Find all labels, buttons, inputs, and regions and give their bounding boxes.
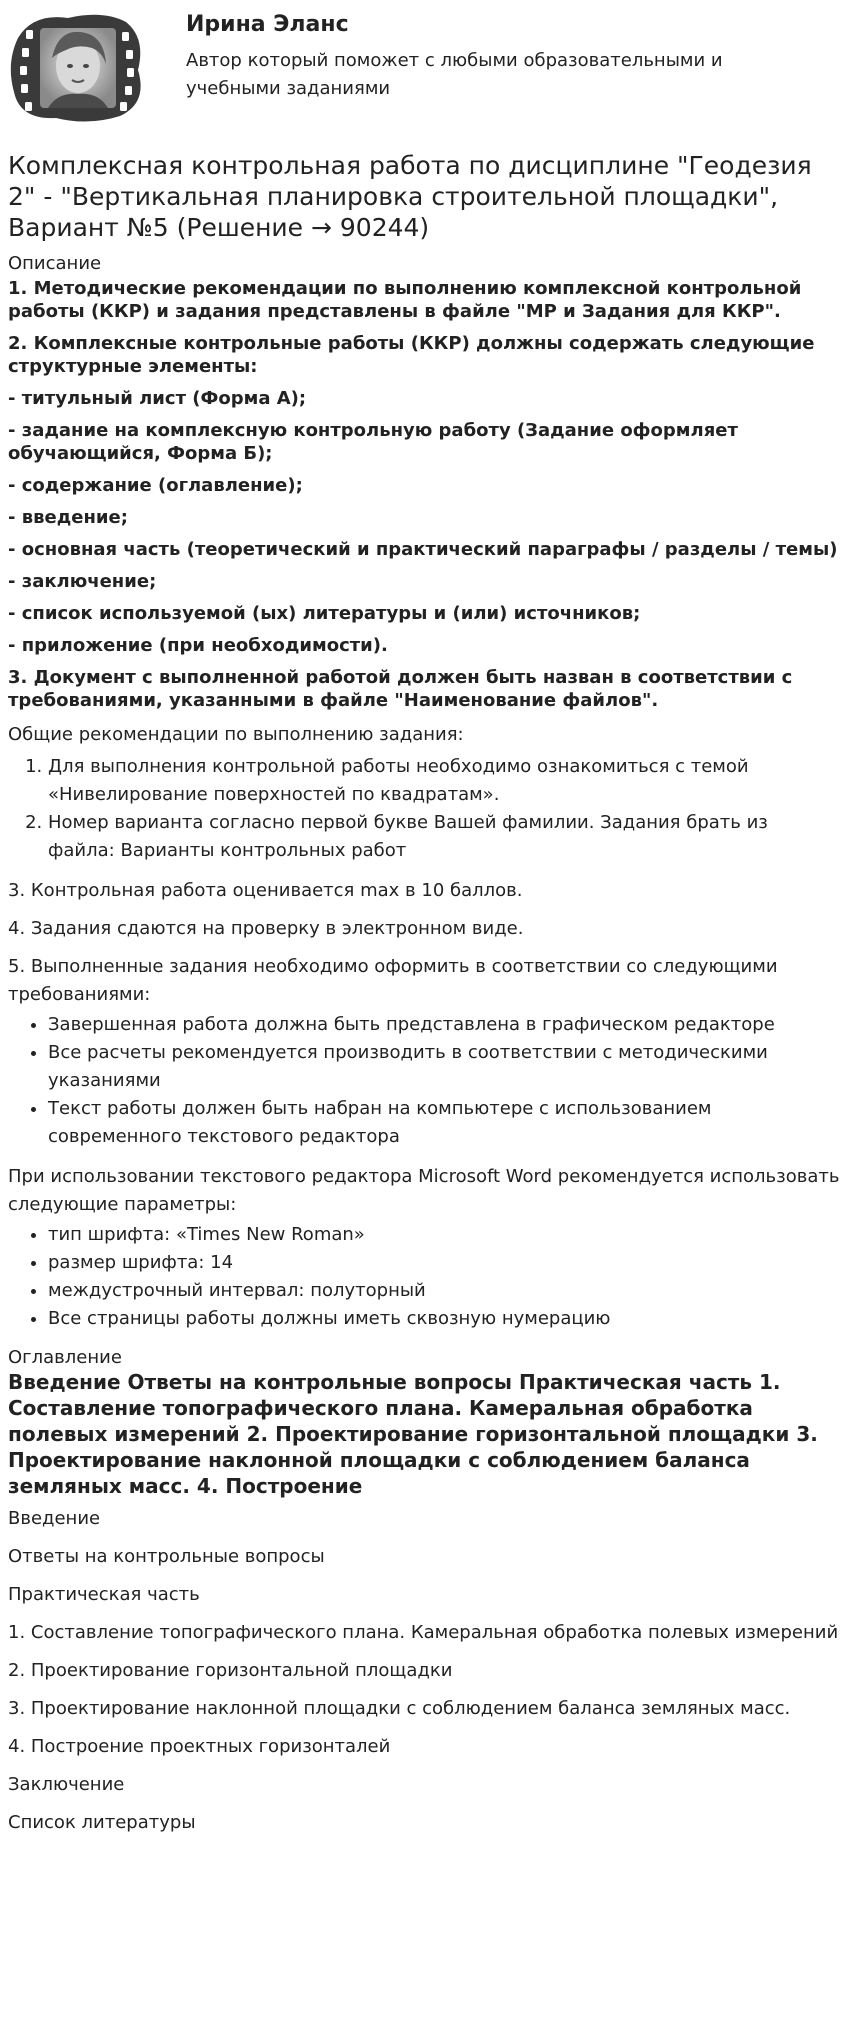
point-4: 4. Задания сдаются на проверку в электронном виде. bbox=[8, 918, 524, 939]
page bbox=[8, 0, 840, 1847]
description-paragraph: 2. Комплексные контрольные работы (ККР) должны содержать следующие структурные элементы: bbox=[8, 333, 815, 377]
toc-summary: Введение Ответы на контрольные вопросы Практическая часть 1. Составление топографического плана. Камеральная обработка полевых измерений 2. Проектирование горизонтальной площадки 3. Проектирование наклонной площадки с соблюдением баланса земляных масс. 4. Построение bbox=[8, 1370, 818, 1498]
list-item: • Все расчеты рекомендуется производить в соответствии с методическими указаниями bbox=[48, 1039, 840, 1095]
description-paragraph: - основная часть (теоретический и практический параграфы / разделы / темы) bbox=[8, 539, 838, 560]
page-title: Комплексная контрольная работа по дисциплине "Геодезия 2" - "Вертикальная планировка строительной площадки", Вариант №5 (Решение → 90244) bbox=[8, 151, 812, 242]
avatar-film-frame-icon bbox=[8, 8, 148, 126]
toc-item: Введение bbox=[8, 1508, 101, 1529]
description-label: Описание bbox=[8, 253, 102, 274]
toc-label: Оглавление bbox=[8, 1347, 122, 1368]
list-item: 1. Для выполнения контрольной работы необходимо ознакомиться с темой «Нивелирование поверхностей по квадратам». bbox=[48, 753, 840, 809]
general-recommendations-list bbox=[8, 753, 840, 865]
requirements-list bbox=[8, 1011, 840, 1151]
description-paragraph: - титульный лист (Форма А); bbox=[8, 388, 307, 409]
point-5: 5. Выполненные задания необходимо оформить в соответствии со следующими требованиями: bbox=[8, 956, 778, 1005]
toc-item: Список литературы bbox=[8, 1812, 196, 1833]
toc-item: 3. Проектирование наклонной площадки с соблюдением баланса земляных масс. bbox=[8, 1698, 791, 1719]
point-3: 3. Контрольная работа оценивается max в 10 баллов. bbox=[8, 880, 523, 901]
toc-item: Ответы на контрольные вопросы bbox=[8, 1546, 325, 1567]
list-item: • Все страницы работы должны иметь сквозную нумерацию bbox=[48, 1305, 840, 1333]
word-params-list bbox=[8, 1221, 840, 1333]
toc-item: 4. Построение проектных горизонталей bbox=[8, 1736, 391, 1757]
general-recommendations-label: Общие рекомендации по выполнению задания: bbox=[8, 724, 464, 745]
author-card bbox=[8, 0, 840, 130]
author-description: Автор который поможет с любыми образовательными и учебными заданиями bbox=[186, 50, 723, 99]
description-paragraph: - приложение (при необходимости). bbox=[8, 635, 388, 656]
list-item: 2. Номер варианта согласно первой букве Вашей фамилии. Задания брать из файла: Варианты контрольных работ bbox=[48, 809, 840, 865]
list-item: • тип шрифта: «Times New Roman» bbox=[48, 1221, 840, 1249]
description-paragraph: 3. Документ с выполненной работой должен быть назван в соответствии с требованиями, указанными в файле "Наименование файлов". bbox=[8, 667, 793, 711]
description-paragraph: - введение; bbox=[8, 507, 128, 528]
toc-item: 2. Проектирование горизонтальной площадки bbox=[8, 1660, 453, 1681]
toc-list bbox=[8, 1505, 840, 1837]
description-body bbox=[8, 277, 840, 712]
list-item: • Текст работы должен быть набран на компьютере с использованием современного текстового редактора bbox=[48, 1095, 840, 1151]
list-item: • междустрочный интервал: полуторный bbox=[48, 1277, 840, 1305]
toc-item: Заключение bbox=[8, 1774, 125, 1795]
description-paragraph: - содержание (оглавление); bbox=[8, 475, 303, 496]
description-paragraph: - список используемой (ых) литературы и (или) источников; bbox=[8, 603, 641, 624]
description-paragraph: - задание на комплексную контрольную работу (Задание оформляет обучающийся, Форма Б); bbox=[8, 420, 738, 464]
word-params-intro: При использовании текстового редактора Microsoft Word рекомендуется использовать следующие параметры: bbox=[8, 1166, 840, 1215]
toc-item: Практическая часть bbox=[8, 1584, 200, 1605]
list-item: • размер шрифта: 14 bbox=[48, 1249, 840, 1277]
description-paragraph: 1. Методические рекомендации по выполнению комплексной контрольной работы (ККР) и задания представлены в файле "МР и Задания для ККР". bbox=[8, 278, 802, 322]
description-paragraph: - заключение; bbox=[8, 571, 157, 592]
avatar[interactable] bbox=[8, 8, 148, 126]
author-name[interactable]: Ирина Эланс bbox=[186, 12, 349, 37]
toc-item: 1. Составление топографического плана. Камеральная обработка полевых измерений bbox=[8, 1622, 839, 1643]
list-item: • Завершенная работа должна быть представлена в графическом редакторе bbox=[48, 1011, 840, 1039]
